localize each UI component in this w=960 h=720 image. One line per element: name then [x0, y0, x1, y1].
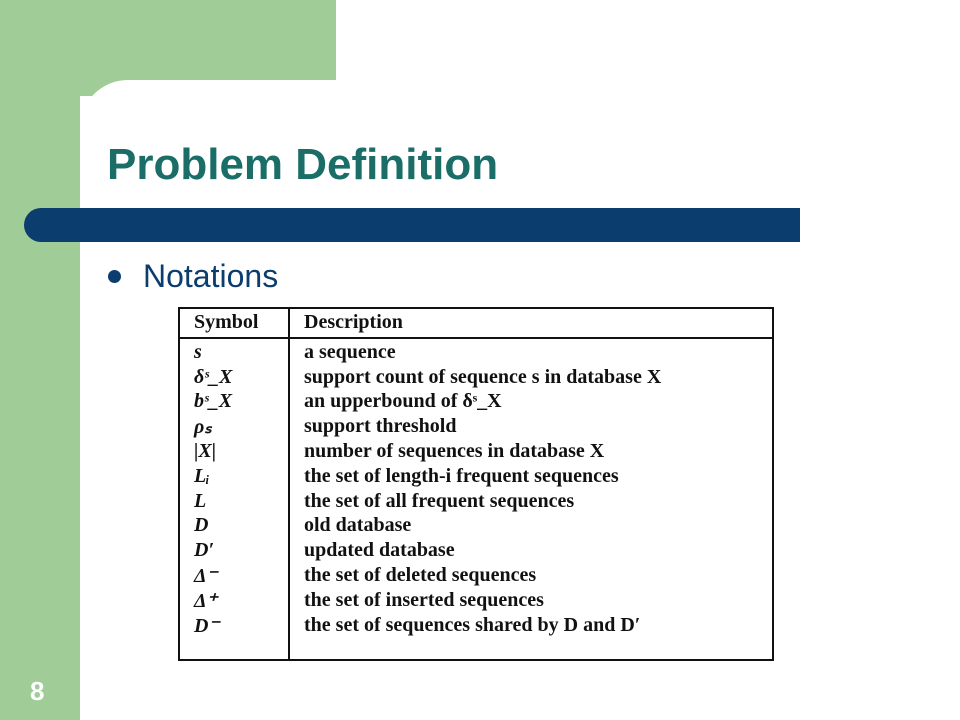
- row-description: the set of length-i frequent sequences: [304, 464, 619, 487]
- row-description: the set of inserted sequences: [304, 588, 544, 611]
- row-symbol: D′: [194, 539, 215, 562]
- table-row: [180, 464, 772, 489]
- header-divider: [180, 337, 772, 339]
- slide-title: Problem Definition: [107, 140, 499, 189]
- row-description: the set of deleted sequences: [304, 564, 537, 587]
- row-description: old database: [304, 514, 412, 537]
- title-underline-bar: [24, 208, 800, 242]
- table-row: [180, 538, 772, 563]
- notation-table: [178, 307, 774, 661]
- table-row: [180, 439, 772, 464]
- table-row: [180, 588, 772, 613]
- bullet-text: Notations: [143, 258, 279, 294]
- row-symbol: D⁻: [194, 614, 219, 637]
- row-symbol: L: [194, 489, 207, 512]
- row-symbol: |X|: [194, 440, 217, 463]
- row-symbol: D: [194, 514, 209, 537]
- header-description: Description: [304, 311, 403, 333]
- table-row: [180, 489, 772, 514]
- row-symbol: δˢ_X: [194, 365, 233, 388]
- row-description: the set of sequences shared by D and D′: [304, 613, 641, 636]
- table-row: [180, 365, 772, 390]
- bullet-item: [108, 258, 278, 295]
- table-body: [180, 340, 772, 638]
- left-green-band: [0, 0, 80, 720]
- row-description: number of sequences in database X: [304, 440, 605, 463]
- row-symbol: Δ⁻: [194, 565, 218, 588]
- table-row: [180, 340, 772, 365]
- row-symbol: bˢ_X: [194, 390, 233, 413]
- row-description: support count of sequence s in database X: [304, 365, 662, 388]
- table-row: [180, 390, 772, 415]
- row-description: support threshold: [304, 415, 457, 438]
- row-symbol: s: [194, 340, 202, 363]
- row-symbol: ρₛ: [194, 416, 212, 439]
- slide-number: 8: [30, 676, 45, 706]
- table-row: [180, 514, 772, 539]
- row-description: an upperbound of δˢ_X: [304, 390, 502, 413]
- table-row: [180, 414, 772, 439]
- table-row: [180, 613, 772, 638]
- row-symbol: Δ⁺: [194, 589, 218, 612]
- row-description: updated database: [304, 539, 455, 562]
- row-symbol: Lᵢ: [194, 464, 210, 487]
- row-description: the set of all frequent sequences: [304, 489, 575, 512]
- header-symbol: Symbol: [194, 311, 259, 333]
- bullet-dot-icon: [108, 270, 121, 283]
- table-row: [180, 563, 772, 588]
- row-description: a sequence: [304, 340, 396, 363]
